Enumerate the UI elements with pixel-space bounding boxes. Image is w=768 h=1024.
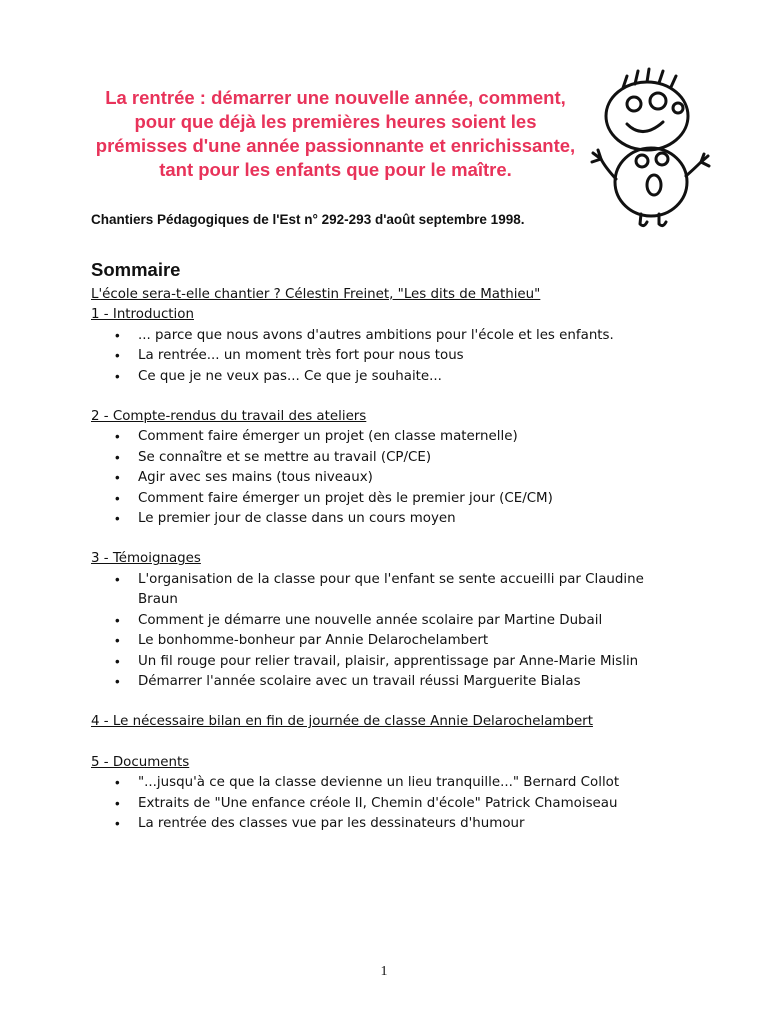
intro-line: L'école sera-t-elle chantier ? Célestin Freinet, "Les dits de Mathieu": [91, 287, 541, 302]
list-item: • Le premier jour de classe dans un cours moyen: [91, 509, 683, 529]
list-item: • ... parce que nous avons d'autres ambitions pour l'école et les enfants.: [91, 326, 683, 346]
table-of-contents: [91, 285, 691, 834]
list-item: • Comment faire émerger un projet (en classe maternelle): [91, 427, 683, 447]
list-item: • La rentrée... un moment très fort pour nous tous: [91, 346, 683, 366]
list-item: • Se connaître et se mettre au travail (CP/CE): [91, 448, 683, 468]
section-heading: 4 - Le nécessaire bilan en fin de journée de classe Annie Delarochelambert: [91, 714, 593, 730]
document-title: La rentrée : démarrer une nouvelle année, comment, pour que déjà les premières heures soient les prémisses d'une année passionnante et enrichissante, tant pour les enfants que pour le maître.: [95, 87, 576, 180]
sommaire-heading: Sommaire: [91, 259, 181, 280]
section-heading: 2 - Compte-rendus du travail des ateliers: [91, 409, 367, 425]
list-item: • Comment faire émerger un projet dès le premier jour (CE/CM): [91, 489, 683, 509]
list-item: • Comment je démarre une nouvelle année scolaire par Martine Dubail: [91, 611, 683, 631]
list-item: • L'organisation de la classe pour que l'enfant se sente accueilli par Claudine Braun: [91, 570, 683, 611]
section-heading: 5 - Documents: [91, 754, 190, 770]
list-item: • Ce que je ne veux pas... Ce que je souhaite...: [91, 367, 683, 387]
section-list: [91, 570, 691, 692]
list-item: • Extraits de "Une enfance créole II, Chemin d'école" Patrick Chamoiseau: [91, 794, 683, 814]
child-drawing-figure: [583, 64, 717, 229]
list-item: • "...jusqu'à ce que la classe devienne un lieu tranquille..." Bernard Collot: [91, 773, 683, 793]
page-number: 1: [380, 964, 388, 979]
section-heading: 1 - Introduction: [91, 307, 194, 323]
publication-reference: Chantiers Pédagogiques de l'Est n° 292-293 d'août septembre 1998.: [91, 212, 525, 227]
list-item: • Démarrer l'année scolaire avec un travail réussi Marguerite Bialas: [91, 672, 683, 692]
list-item: • La rentrée des classes vue par les dessinateurs d'humour: [91, 814, 683, 834]
section-list: [91, 427, 691, 529]
section-list: [91, 773, 691, 834]
list-item: • Le bonhomme-bonheur par Annie Delarochelambert: [91, 631, 683, 651]
list-item: • Un fil rouge pour relier travail, plaisir, apprentissage par Anne-Marie Mislin: [91, 652, 683, 672]
section-list: [91, 326, 691, 387]
list-item: • Agir avec ses mains (tous niveaux): [91, 468, 683, 488]
section-heading: 3 - Témoignages: [91, 551, 201, 567]
